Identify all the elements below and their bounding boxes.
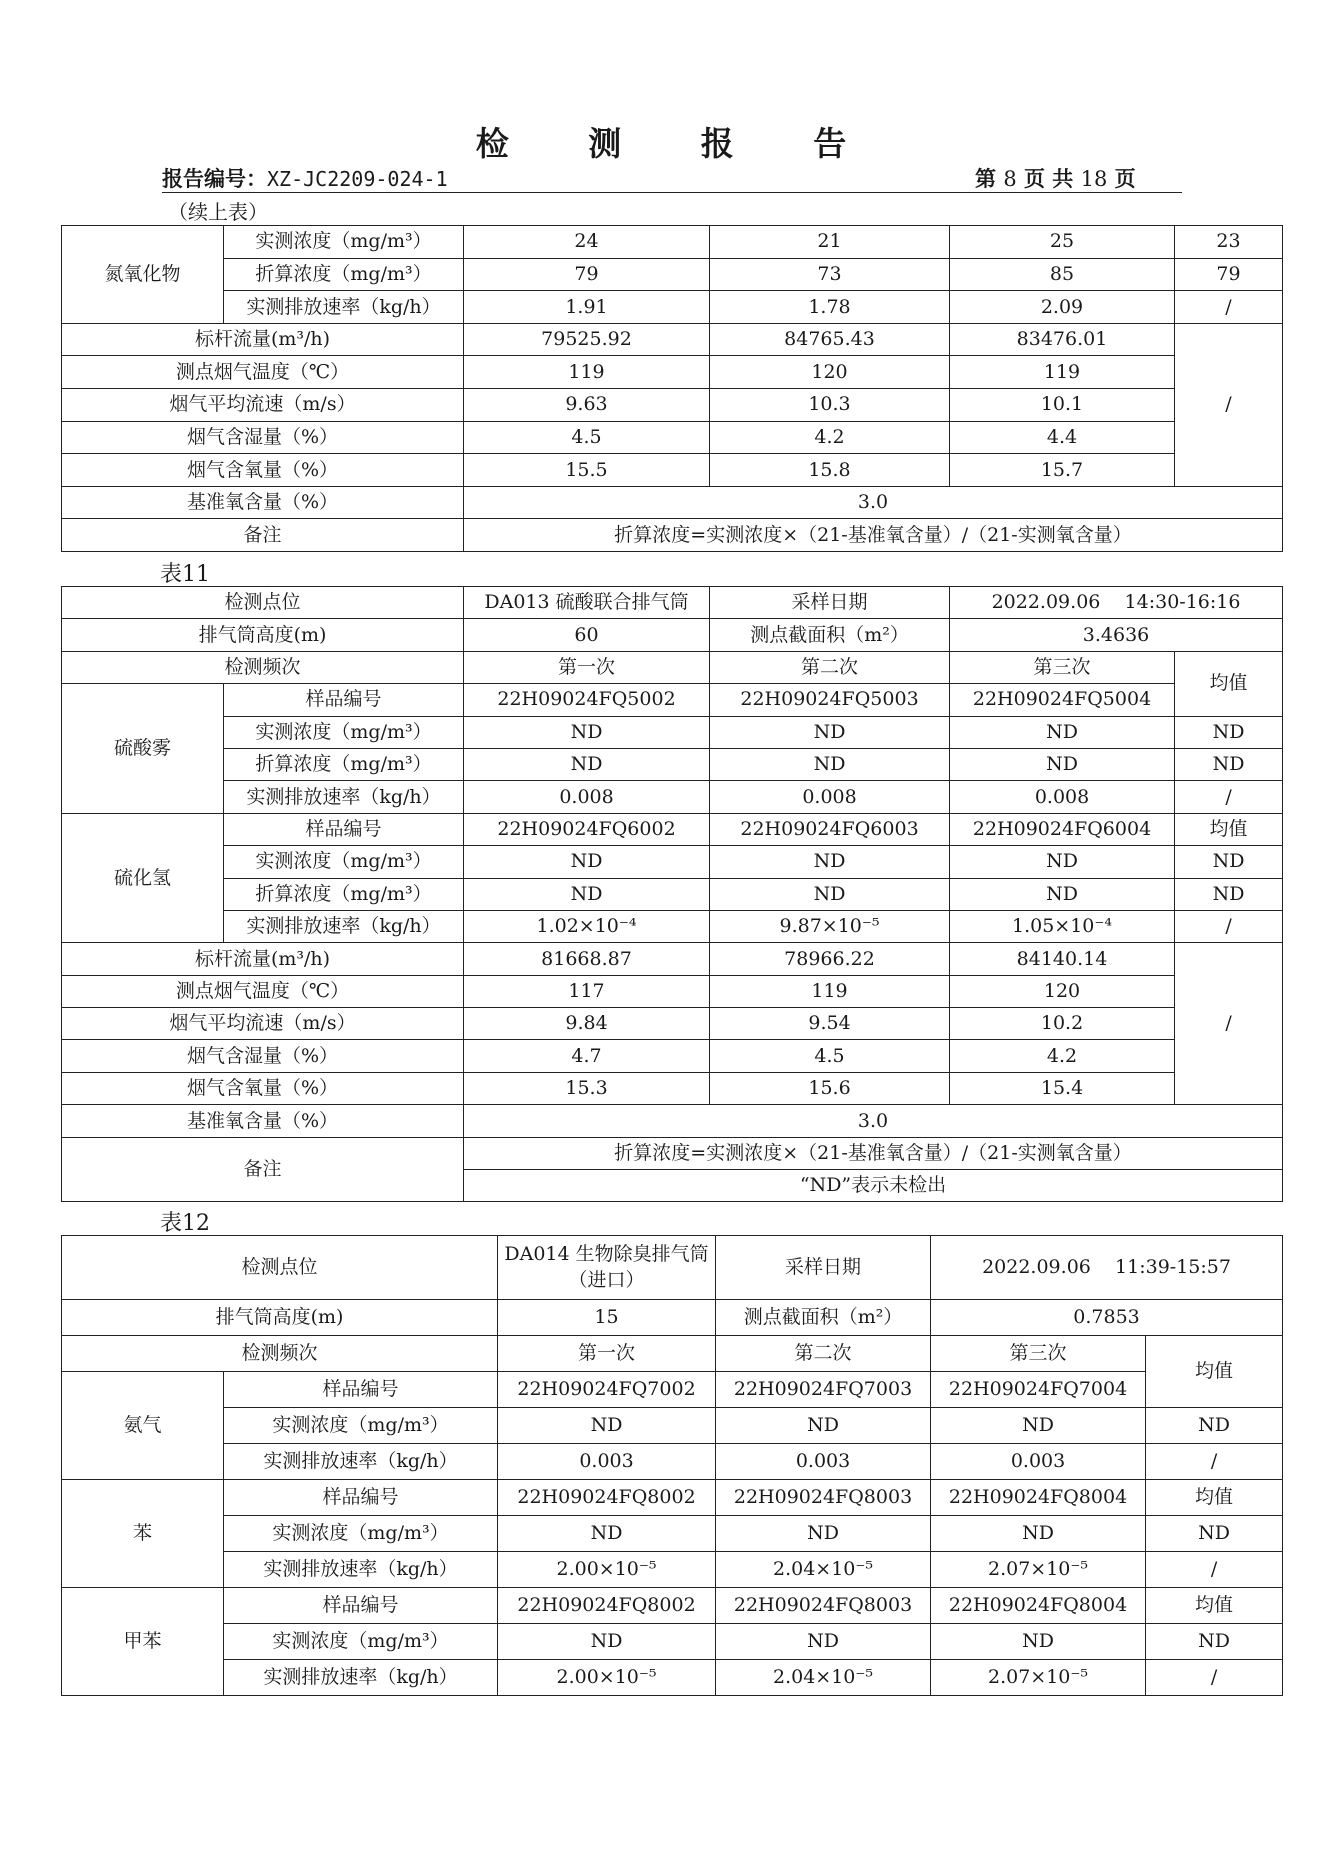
table-row xyxy=(62,1588,1283,1624)
row-label: 样品编号 xyxy=(224,684,464,716)
cell-value: 0.008 xyxy=(710,781,950,813)
cell-value: ND xyxy=(950,846,1175,878)
row-label: 折算浓度（mg/m³） xyxy=(224,878,464,910)
cell-value: ND xyxy=(498,1516,716,1552)
row-label: 样品编号 xyxy=(224,1480,498,1516)
cell-value: / xyxy=(1175,781,1283,813)
note-text: “ND”表示未检出 xyxy=(464,1170,1283,1202)
sample-id: 22H09024FQ7004 xyxy=(931,1372,1146,1408)
cell-value: ND xyxy=(498,1624,716,1660)
row-label: 烟气平均流速（m/s） xyxy=(62,388,464,421)
sample-id: 22H09024FQ5004 xyxy=(950,684,1175,716)
cell-value: 9.63 xyxy=(464,388,710,421)
table-row xyxy=(62,1336,1283,1372)
note-text: 折算浓度=实测浓度×（21-基准氧含量）/（21-实测氧含量） xyxy=(464,1137,1283,1169)
table-row xyxy=(62,748,1283,780)
column-header: 第一次 xyxy=(498,1336,716,1372)
cell-value: 2.00×10⁻⁵ xyxy=(498,1552,716,1588)
cell-value: ND xyxy=(1146,1516,1283,1552)
row-label: 标杆流量(m³/h) xyxy=(62,323,464,356)
row-label: 实测浓度（mg/m³） xyxy=(224,716,464,748)
row-label: 实测浓度（mg/m³） xyxy=(224,846,464,878)
cell-value: 10.2 xyxy=(950,1008,1175,1040)
sample-id: 22H09024FQ6002 xyxy=(464,813,710,845)
cell-value: ND xyxy=(1175,748,1283,780)
column-header: 第三次 xyxy=(931,1336,1146,1372)
table-row xyxy=(62,1040,1283,1072)
row-label: 烟气平均流速（m/s） xyxy=(62,1008,464,1040)
cell-value: 15.5 xyxy=(464,454,710,487)
row-label: 实测浓度（mg/m³） xyxy=(224,1408,498,1444)
row-label: 备注 xyxy=(62,519,464,552)
cell-value: 119 xyxy=(464,356,710,389)
cell-value: / xyxy=(1146,1552,1283,1588)
cell-value: 120 xyxy=(710,356,950,389)
row-label: 排气筒高度(m) xyxy=(62,1300,498,1336)
cell-value: 9.54 xyxy=(710,1008,950,1040)
sample-id: 22H09024FQ8002 xyxy=(498,1480,716,1516)
row-label: 样品编号 xyxy=(224,1588,498,1624)
row-label: 测点烟气温度（℃） xyxy=(62,356,464,389)
pollutant-name: 硫酸雾 xyxy=(62,684,224,814)
row-label: 检测频次 xyxy=(62,651,464,683)
cell-value: DA013 硫酸联合排气筒 xyxy=(464,587,710,619)
cell-value: 15.3 xyxy=(464,1072,710,1104)
cell-value: ND xyxy=(710,878,950,910)
cell-value: 78966.22 xyxy=(710,943,950,975)
cell-value: 4.2 xyxy=(950,1040,1175,1072)
row-label: 实测排放速率（kg/h） xyxy=(224,1444,498,1480)
row-label: 实测浓度（mg/m³） xyxy=(224,226,464,259)
cell-value: / xyxy=(1175,910,1283,942)
cell-value: / xyxy=(1146,1660,1283,1696)
cell-value: 2.09 xyxy=(950,291,1175,324)
page-suffix: 页 xyxy=(1114,166,1136,191)
sample-id: 22H09024FQ8004 xyxy=(931,1480,1146,1516)
table-row xyxy=(62,1372,1283,1408)
cell-value: 0.003 xyxy=(716,1444,931,1480)
row-label: 测点烟气温度（℃） xyxy=(62,975,464,1007)
cell-value: 9.87×10⁻⁵ xyxy=(710,910,950,942)
continued-note: （续上表） xyxy=(168,200,268,224)
cell-value: 4.4 xyxy=(950,421,1175,454)
table-row xyxy=(62,943,1283,975)
row-label: 实测排放速率（kg/h） xyxy=(224,291,464,324)
cell-value: 0.003 xyxy=(498,1444,716,1480)
row-label: 烟气含氧量（%） xyxy=(62,1072,464,1104)
cell-value: 3.0 xyxy=(464,486,1283,519)
cell-value: ND xyxy=(464,748,710,780)
row-label: 实测排放速率（kg/h） xyxy=(224,781,464,813)
row-label: 备注 xyxy=(62,1137,464,1202)
row-label: 折算浓度（mg/m³） xyxy=(224,258,464,291)
row-label: 检测点位 xyxy=(62,1236,498,1300)
cell-value: 2.04×10⁻⁵ xyxy=(716,1660,931,1696)
table-row xyxy=(62,587,1283,619)
row-label: 采样日期 xyxy=(716,1236,931,1300)
report-number xyxy=(162,163,448,193)
table-row xyxy=(62,684,1283,716)
sample-id: 22H09024FQ7003 xyxy=(716,1372,931,1408)
cell-value: 120 xyxy=(950,975,1175,1007)
cell-value: / xyxy=(1175,943,1283,1105)
page-total: 18 xyxy=(1080,167,1108,191)
pollutant-name: 苯 xyxy=(62,1480,224,1588)
table-row xyxy=(62,619,1283,651)
column-header: 均值 xyxy=(1175,813,1283,845)
table-row xyxy=(62,781,1283,813)
row-label: 实测浓度（mg/m³） xyxy=(224,1516,498,1552)
cell-value: ND xyxy=(950,878,1175,910)
row-label: 样品编号 xyxy=(224,813,464,845)
table-11 xyxy=(61,586,1283,1202)
report-title: 检 测 报 告 xyxy=(475,124,881,163)
table-row xyxy=(62,716,1283,748)
cell-value: 83476.01 xyxy=(950,323,1175,356)
cell-value: ND xyxy=(1175,846,1283,878)
sample-id: 22H09024FQ8004 xyxy=(931,1588,1146,1624)
note-text: 折算浓度=实测浓度×（21-基准氧含量）/（21-实测氧含量） xyxy=(464,519,1283,552)
sample-id: 22H09024FQ8002 xyxy=(498,1588,716,1624)
report-number-value: XZ-JC2209-024-1 xyxy=(267,167,448,191)
sample-id: 22H09024FQ8003 xyxy=(716,1588,931,1624)
cell-value: ND xyxy=(950,748,1175,780)
cell-value: 15.8 xyxy=(710,454,950,487)
row-label: 实测排放速率（kg/h） xyxy=(224,1660,498,1696)
table-row xyxy=(62,878,1283,910)
cell-value: 4.5 xyxy=(710,1040,950,1072)
sample-id: 22H09024FQ5003 xyxy=(710,684,950,716)
row-label: 排气筒高度(m) xyxy=(62,619,464,651)
table-row xyxy=(62,519,1283,552)
cell-value: 1.78 xyxy=(710,291,950,324)
cell-value: 2.04×10⁻⁵ xyxy=(716,1552,931,1588)
cell-value: ND xyxy=(498,1408,716,1444)
cell-value: ND xyxy=(716,1408,931,1444)
cell-value: 84765.43 xyxy=(710,323,950,356)
column-header: 第二次 xyxy=(710,651,950,683)
table-row xyxy=(62,1660,1283,1696)
table-row xyxy=(62,1444,1283,1480)
row-label: 测点截面积（m²） xyxy=(710,619,950,651)
cell-value: 4.2 xyxy=(710,421,950,454)
sample-id: 22H09024FQ6004 xyxy=(950,813,1175,845)
row-label: 检测频次 xyxy=(62,1336,498,1372)
table-row xyxy=(62,323,1283,356)
cell-value: ND xyxy=(464,716,710,748)
cell-value: ND xyxy=(950,716,1175,748)
cell-value: 1.91 xyxy=(464,291,710,324)
cell-value: 79 xyxy=(464,258,710,291)
cell-value: ND xyxy=(464,878,710,910)
cell-value: DA014 生物除臭排气筒（进口） xyxy=(498,1236,716,1300)
cell-value: ND xyxy=(710,846,950,878)
sample-id: 22H09024FQ5002 xyxy=(464,684,710,716)
cell-value: 24 xyxy=(464,226,710,259)
cell-value: / xyxy=(1175,291,1283,324)
table-row xyxy=(62,486,1283,519)
cell-value: ND xyxy=(1146,1624,1283,1660)
cell-value: ND xyxy=(1175,878,1283,910)
cell-value: ND xyxy=(931,1516,1146,1552)
cell-value: 2022.09.06 14:30-16:16 xyxy=(950,587,1283,619)
cell-value: ND xyxy=(931,1624,1146,1660)
table-row xyxy=(62,813,1283,845)
cell-value: 2.00×10⁻⁵ xyxy=(498,1660,716,1696)
cell-value: 79 xyxy=(1175,258,1283,291)
cell-value: 23 xyxy=(1175,226,1283,259)
table-row xyxy=(62,454,1283,487)
table-row xyxy=(62,1105,1283,1137)
row-label: 烟气含湿量（%） xyxy=(62,1040,464,1072)
cell-value: 4.7 xyxy=(464,1040,710,1072)
table-row xyxy=(62,1072,1283,1104)
cell-value: 117 xyxy=(464,975,710,1007)
sample-id: 22H09024FQ6003 xyxy=(710,813,950,845)
table-row xyxy=(62,1480,1283,1516)
table-row xyxy=(62,291,1283,324)
page-current: 8 xyxy=(1003,167,1017,191)
cell-value: 119 xyxy=(710,975,950,1007)
pollutant-name: 氮氧化物 xyxy=(62,226,224,324)
cell-value: ND xyxy=(931,1408,1146,1444)
table-row xyxy=(62,226,1283,259)
table-row xyxy=(62,651,1283,683)
row-label: 烟气含湿量（%） xyxy=(62,421,464,454)
cell-value: 119 xyxy=(950,356,1175,389)
cell-value: ND xyxy=(1146,1408,1283,1444)
cell-value: 15.4 xyxy=(950,1072,1175,1104)
report-number-label: 报告编号： xyxy=(162,166,267,191)
pollutant-name: 氨气 xyxy=(62,1372,224,1480)
row-label: 基准氧含量（%） xyxy=(62,486,464,519)
cell-value: 0.003 xyxy=(931,1444,1146,1480)
cell-value: 10.3 xyxy=(710,388,950,421)
row-label: 测点截面积（m²） xyxy=(716,1300,931,1336)
table-row xyxy=(62,1137,1283,1169)
page-indicator xyxy=(975,163,1136,193)
table-row xyxy=(62,975,1283,1007)
table-row xyxy=(62,910,1283,942)
page-prefix: 第 xyxy=(975,166,996,191)
table-row xyxy=(62,846,1283,878)
cell-value: ND xyxy=(710,748,950,780)
table-row xyxy=(62,356,1283,389)
cell-value: 2022.09.06 11:39-15:57 xyxy=(931,1236,1283,1300)
cell-value: ND xyxy=(464,846,710,878)
row-label: 基准氧含量（%） xyxy=(62,1105,464,1137)
row-label: 烟气含氧量（%） xyxy=(62,454,464,487)
row-label: 实测排放速率（kg/h） xyxy=(224,1552,498,1588)
cell-value: 2.07×10⁻⁵ xyxy=(931,1660,1146,1696)
table-row xyxy=(62,1408,1283,1444)
cell-value: ND xyxy=(716,1624,931,1660)
cell-value: / xyxy=(1175,323,1283,486)
cell-value: ND xyxy=(710,716,950,748)
row-label: 实测排放速率（kg/h） xyxy=(224,910,464,942)
column-header: 均值 xyxy=(1146,1480,1283,1516)
cell-value: 9.84 xyxy=(464,1008,710,1040)
table-row xyxy=(62,1008,1283,1040)
column-header: 第一次 xyxy=(464,651,710,683)
cell-value: 0.7853 xyxy=(931,1300,1283,1336)
cell-value: 0.008 xyxy=(464,781,710,813)
column-header: 第二次 xyxy=(716,1336,931,1372)
table-row xyxy=(62,388,1283,421)
header-rule xyxy=(162,192,1182,193)
row-label: 标杆流量(m³/h) xyxy=(62,943,464,975)
cell-value: 3.0 xyxy=(464,1105,1283,1137)
cell-value: 10.1 xyxy=(950,388,1175,421)
table-11-label: 表11 xyxy=(160,562,210,587)
table-row xyxy=(62,1552,1283,1588)
page-mid: 页 共 xyxy=(1024,166,1074,191)
cell-value: 85 xyxy=(950,258,1175,291)
row-label: 采样日期 xyxy=(710,587,950,619)
column-header: 第三次 xyxy=(950,651,1175,683)
table-10-continued xyxy=(61,225,1283,552)
column-header: 均值 xyxy=(1146,1336,1283,1408)
row-label: 实测浓度（mg/m³） xyxy=(224,1624,498,1660)
cell-value: 15.7 xyxy=(950,454,1175,487)
cell-value: 2.07×10⁻⁵ xyxy=(931,1552,1146,1588)
sample-id: 22H09024FQ7002 xyxy=(498,1372,716,1408)
cell-value: 4.5 xyxy=(464,421,710,454)
cell-value: 15 xyxy=(498,1300,716,1336)
cell-value: 60 xyxy=(464,619,710,651)
cell-value: 84140.14 xyxy=(950,943,1175,975)
cell-value: 3.4636 xyxy=(950,619,1283,651)
cell-value: 79525.92 xyxy=(464,323,710,356)
cell-value: 1.02×10⁻⁴ xyxy=(464,910,710,942)
pollutant-name: 甲苯 xyxy=(62,1588,224,1696)
cell-value: 15.6 xyxy=(710,1072,950,1104)
cell-value: 1.05×10⁻⁴ xyxy=(950,910,1175,942)
cell-value: / xyxy=(1146,1444,1283,1480)
row-label: 折算浓度（mg/m³） xyxy=(224,748,464,780)
table-12-label: 表12 xyxy=(160,1211,210,1236)
cell-value: 73 xyxy=(710,258,950,291)
row-label: 检测点位 xyxy=(62,587,464,619)
table-row xyxy=(62,1236,1283,1300)
table-row xyxy=(62,258,1283,291)
table-row xyxy=(62,1516,1283,1552)
cell-value: ND xyxy=(1175,716,1283,748)
cell-value: 21 xyxy=(710,226,950,259)
table-row xyxy=(62,1624,1283,1660)
sample-id: 22H09024FQ8003 xyxy=(716,1480,931,1516)
pollutant-name: 硫化氢 xyxy=(62,813,224,943)
column-header: 均值 xyxy=(1146,1588,1283,1624)
table-row xyxy=(62,1300,1283,1336)
table-row xyxy=(62,421,1283,454)
column-header: 均值 xyxy=(1175,651,1283,716)
cell-value: 25 xyxy=(950,226,1175,259)
table-12 xyxy=(61,1235,1283,1696)
row-label: 样品编号 xyxy=(224,1372,498,1408)
cell-value: 0.008 xyxy=(950,781,1175,813)
cell-value: 81668.87 xyxy=(464,943,710,975)
cell-value: ND xyxy=(716,1516,931,1552)
